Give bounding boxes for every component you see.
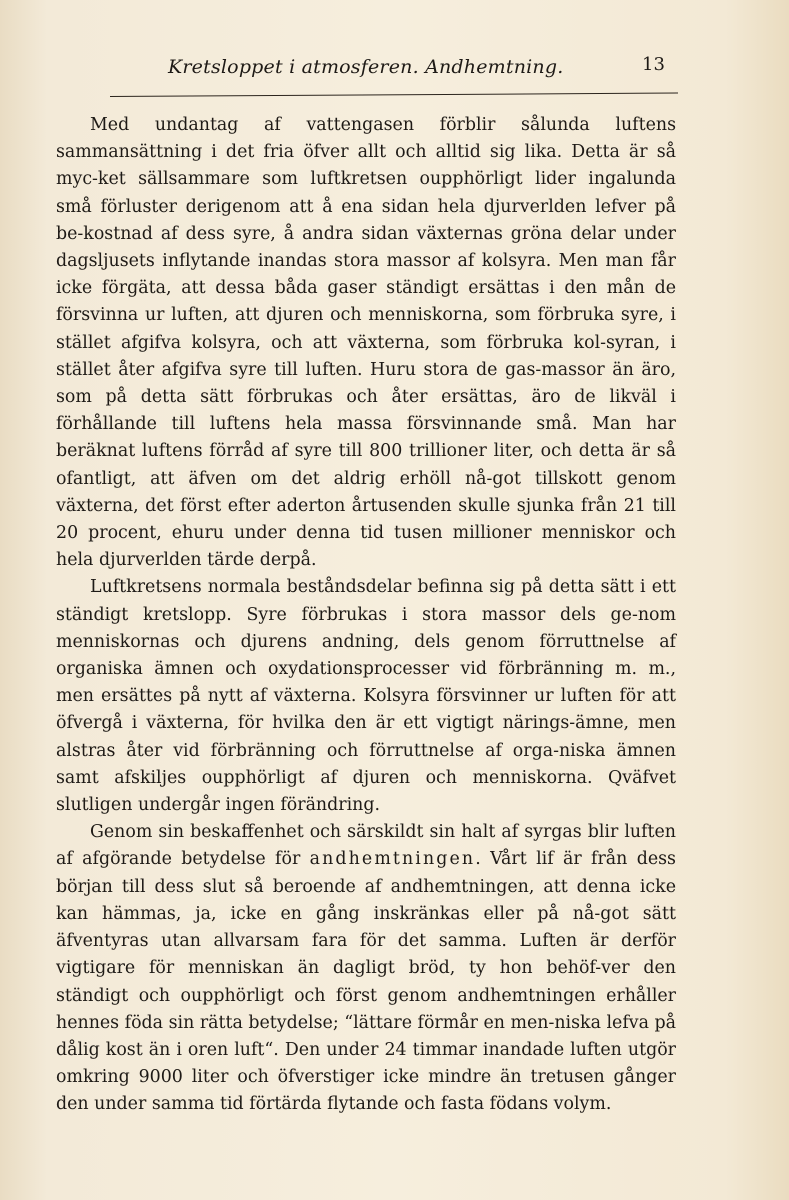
running-head [168, 52, 668, 86]
paragraph-atmospheric-cycle: Luftkretsens normala beståndsdelar befinna sig på detta sätt i ett ständigt kretslopp. Syre förbrukas i stora massor dels ge-nom menniskornas och djurens andning, dels genom förruttnelse af organiska ämnen och oxydationsprocesser vid förbränning m. m., men ersättes på nytt af växterna. Kolsyra försvinner ur luften för att öfvergå i växterna, för hvilka den är ett vigtigt närings-ämne, men alstras åter vid förbränning och förruttnelse af orga-niska ämnen samt afskiljes oupphörligt af djuren och menniskorna. Qväfvet slutligen undergår ingen förändring. [56, 577, 676, 816]
page-number: 13 [642, 54, 665, 75]
body-text [56, 112, 676, 1119]
paragraph-breathing-end: . Vårt lif är från dess början till dess slut så beroende af andhemtningen, att denna icke kan hämmas, ja, icke en gång inskränkas eller på nå-got sätt äfventyras utan allvarsam fara för det samma. Luften är derför vigtigare för menniskan än dagligt bröd, ty hon behöf-ver den ständigt och oupphörligt och först genom andhemtningen erhåller hennes föda sin rätta betydelse; “lättare förmår en men-niska lefva på dålig kost än i oren luft“. Den under 24 timmar inandade luften utgör omkring 9000 liter och öfverstiger icke mindre än tretusen gånger den under samma tid förtärda flytande och fasta födans volym. [56, 849, 676, 1115]
paragraph-air-composition: Med undantag af vattengasen förblir sålunda luftens sammansättning i det fria öfver allt och alltid sig lika. Detta är så myc-ket sällsammare som luftkretsen oupphörligt lider ingalunda små förluster derigenom att å ena sidan hela djurverlden lefver på be-kostnad af dess syre, å andra sidan växternas gröna delar under dagsljusets inflytande inandas stora massor af kolsyra. Men man får icke förgäta, att dessa båda gaser ständigt ersättas i den mån de försvinna ur luften, att djuren och menniskorna, som förbruka syre, i stället afgifva kolsyra, och att växterna, som förbruka kol-syran, i stället åter afgifva syre till luften. Huru stora de gas-massor än äro, som på detta sätt förbrukas och åter ersättas, äro de likväl i förhållande till luftens hela massa försvinnande små. Man har beräknat luftens förråd af syre till 800 trillioner liter, och detta är så ofantligt, att äfven om det aldrig erhöll nå-got tillskott genom växterna, det först efter aderton årtusenden skulle sjunka från 21 till 20 procent, ehuru under denna tid tusen millioner menniskor och hela djurverlden tärde derpå. [56, 115, 676, 571]
header-rule [110, 93, 678, 97]
paragraph-breathing [56, 819, 676, 1118]
breathing-emphasis: andhemtningen [309, 849, 476, 870]
running-title: Kretsloppet i atmosferen. Andhemtning. [168, 56, 564, 78]
paragraph-breathing-start: Genom sin beskaffenhet och särskildt sin halt af syrgas blir luften af afgörande betydelse för [56, 822, 676, 870]
